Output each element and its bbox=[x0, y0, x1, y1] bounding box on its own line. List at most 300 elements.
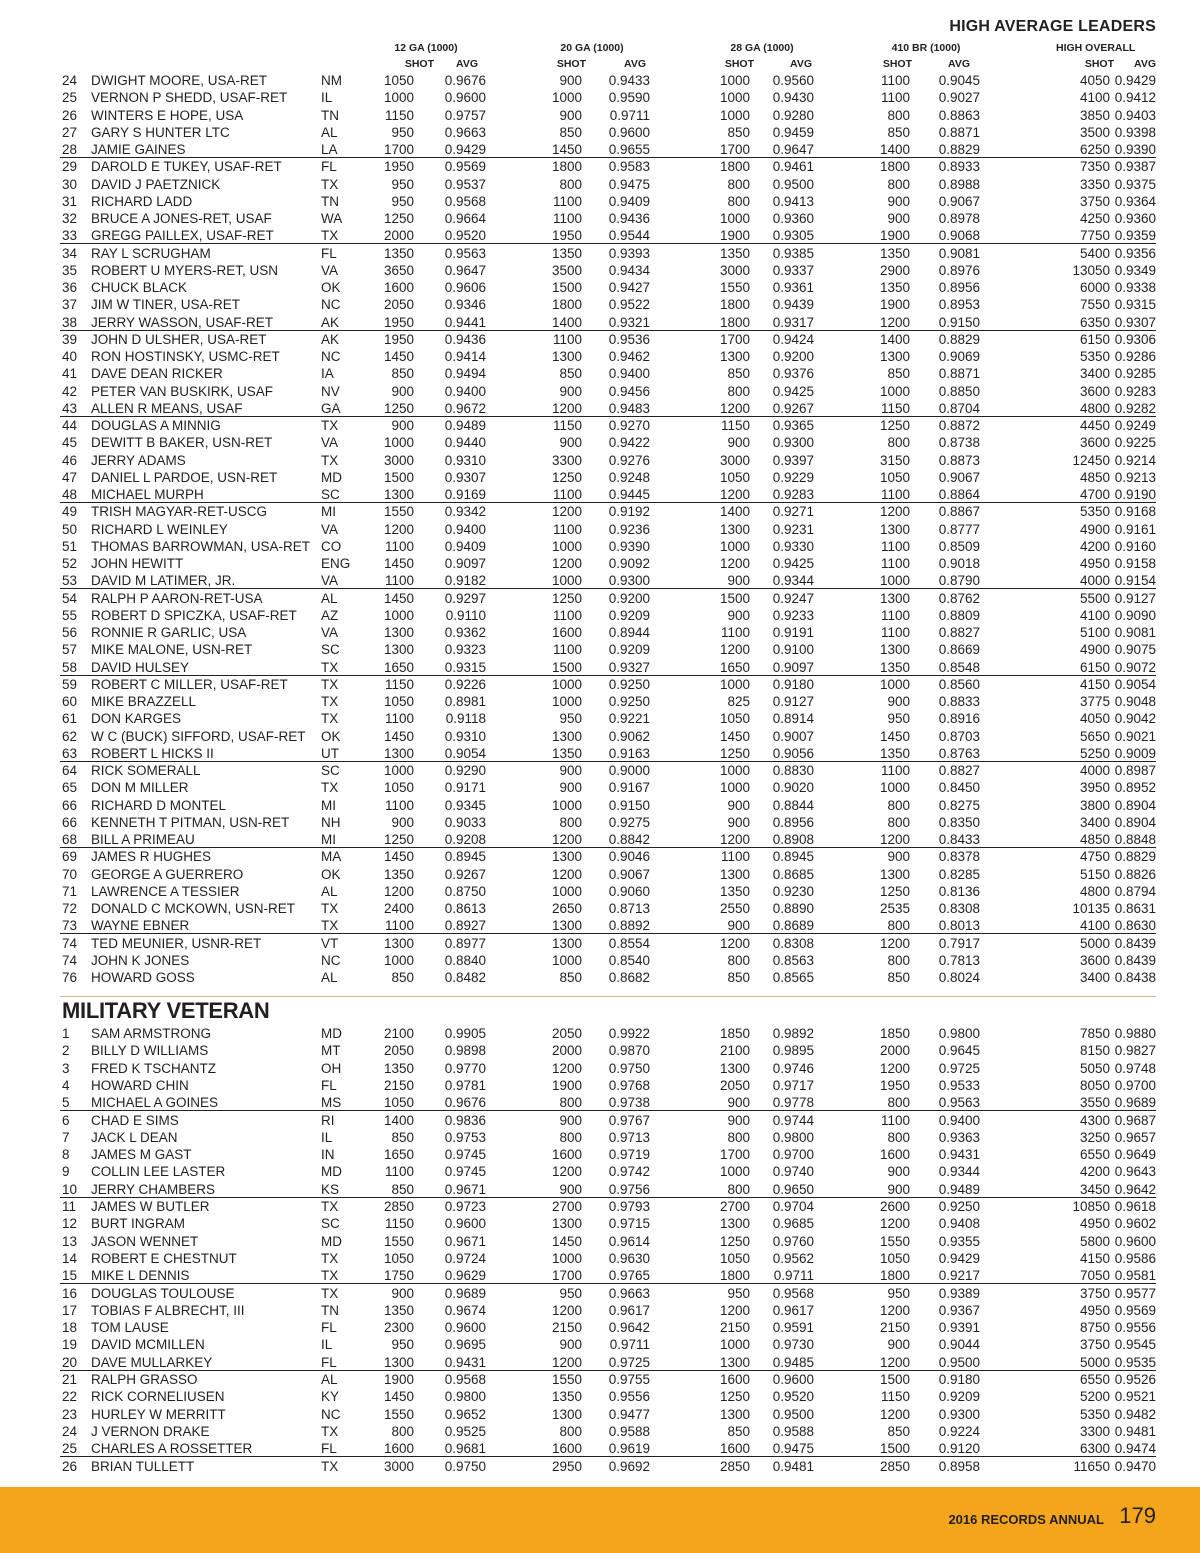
shot-overall-cell: 4150 bbox=[1079, 676, 1110, 692]
shot-overall-cell: 7550 bbox=[1079, 297, 1110, 313]
avg-410br-cell: 0.7813 bbox=[938, 952, 980, 968]
avg-410br-cell: 0.8024 bbox=[938, 970, 980, 985]
avg-overall-cell: 0.9285 bbox=[1114, 366, 1156, 382]
shot-410br-cell: 1100 bbox=[880, 763, 910, 778]
state-cell: CO bbox=[321, 538, 342, 554]
state-cell: AK bbox=[321, 331, 340, 347]
shot-overall-cell: 5150 bbox=[1079, 866, 1110, 882]
shot-410br-cell: 1200 bbox=[879, 314, 910, 330]
avg-overall-cell: 0.9075 bbox=[1114, 642, 1156, 658]
avg-overall-cell: 0.9306 bbox=[1114, 331, 1156, 347]
avg-28ga-cell: 0.8308 bbox=[772, 935, 814, 951]
shot-12ga-cell: 1050 bbox=[383, 780, 414, 796]
avg-20ga-cell: 0.9590 bbox=[608, 90, 650, 106]
shot-28ga-cell: 1800 bbox=[719, 1268, 750, 1284]
shot-28ga-cell: 1100 bbox=[720, 625, 750, 640]
shot-20ga-cell: 2650 bbox=[551, 901, 582, 916]
avg-overall-cell: 0.9161 bbox=[1114, 521, 1156, 537]
shot-410br-cell: 1100 bbox=[880, 1112, 910, 1128]
shot-overall-cell: 3600 bbox=[1079, 435, 1110, 451]
avg-12ga-cell: 0.9440 bbox=[444, 435, 486, 451]
avg-28ga-cell: 0.9200 bbox=[772, 349, 814, 364]
avg-410br-cell: 0.8829 bbox=[938, 331, 980, 347]
avg-28ga-cell: 0.9344 bbox=[772, 573, 814, 589]
shot-410br-cell: 1400 bbox=[879, 331, 910, 347]
avg-410br-cell: 0.8669 bbox=[938, 642, 980, 658]
rank-cell: 50 bbox=[62, 521, 78, 537]
column-group-28ga: 28 GA (1000) bbox=[730, 42, 794, 54]
shot-12ga-cell: 1100 bbox=[384, 711, 414, 727]
state-cell: MD bbox=[321, 1026, 342, 1041]
avg-20ga-cell: 0.9092 bbox=[608, 556, 650, 571]
shot-28ga-cell: 1800 bbox=[719, 159, 750, 175]
table-row bbox=[60, 900, 1156, 917]
shot-28ga-cell: 2050 bbox=[719, 1077, 750, 1093]
rank-cell: 29 bbox=[62, 159, 78, 175]
avg-410br-cell: 0.9217 bbox=[938, 1268, 980, 1284]
shot-20ga-cell: 1300 bbox=[551, 1216, 582, 1232]
avg-410br-cell: 0.8275 bbox=[938, 797, 980, 813]
shot-overall-cell: 4050 bbox=[1079, 73, 1110, 88]
shot-28ga-cell: 1000 bbox=[719, 90, 750, 106]
avg-12ga-cell: 0.9494 bbox=[444, 366, 486, 382]
avg-12ga-cell: 0.9671 bbox=[444, 1233, 486, 1249]
shot-12ga-cell: 1050 bbox=[383, 73, 414, 88]
avg-12ga-cell: 0.9724 bbox=[444, 1250, 486, 1266]
shot-410br-cell: 900 bbox=[887, 849, 910, 865]
state-cell: MI bbox=[321, 797, 336, 813]
shot-410br-cell: 1900 bbox=[879, 297, 910, 313]
avg-410br-cell: 0.9367 bbox=[938, 1302, 980, 1318]
avg-28ga-cell: 0.8890 bbox=[772, 901, 814, 916]
avg-12ga-cell: 0.9695 bbox=[444, 1337, 486, 1353]
shot-12ga-cell: 1300 bbox=[383, 1354, 414, 1370]
avg-28ga-cell: 0.9617 bbox=[772, 1302, 814, 1318]
rank-cell: 8 bbox=[62, 1147, 70, 1163]
state-cell: NC bbox=[321, 1406, 341, 1422]
avg-overall-cell: 0.9042 bbox=[1114, 711, 1156, 727]
avg-overall-cell: 0.8439 bbox=[1114, 935, 1156, 951]
avg-overall-cell: 0.8848 bbox=[1114, 832, 1156, 847]
avg-28ga-cell: 0.9650 bbox=[772, 1181, 814, 1197]
avg-410br-cell: 0.9209 bbox=[938, 1389, 980, 1405]
table-row bbox=[60, 866, 1156, 883]
avg-28ga-cell: 0.8844 bbox=[772, 797, 814, 813]
name-cell: RICK CORNELIUSEN bbox=[91, 1389, 225, 1405]
state-cell: TX bbox=[321, 1199, 339, 1214]
avg-28ga-cell: 0.9562 bbox=[772, 1250, 814, 1266]
shot-28ga-cell: 1650 bbox=[719, 659, 750, 675]
table-row bbox=[60, 331, 1156, 348]
avg-12ga-cell: 0.9647 bbox=[444, 262, 486, 278]
state-cell: VA bbox=[321, 521, 339, 537]
avg-410br-cell: 0.9150 bbox=[938, 314, 980, 330]
rank-cell: 46 bbox=[62, 452, 78, 468]
shot-20ga-cell: 1000 bbox=[551, 694, 582, 709]
avg-28ga-cell: 0.8914 bbox=[772, 711, 814, 727]
shot-20ga-cell: 1300 bbox=[551, 935, 582, 951]
table-row bbox=[60, 1406, 1156, 1423]
shot-20ga-cell: 800 bbox=[559, 1423, 582, 1439]
table-row bbox=[60, 383, 1156, 400]
shot-overall-cell: 4000 bbox=[1079, 763, 1110, 778]
avg-overall-cell: 0.9700 bbox=[1114, 1077, 1156, 1093]
avg-overall-cell: 0.9282 bbox=[1114, 400, 1156, 416]
avg-410br-cell: 0.8763 bbox=[938, 745, 980, 761]
avg-28ga-cell: 0.9365 bbox=[772, 418, 814, 433]
name-cell: JOHN D ULSHER, USA-RET bbox=[91, 331, 267, 347]
avg-410br-cell: 0.9081 bbox=[938, 245, 980, 261]
shot-header: SHOT bbox=[882, 58, 912, 70]
shot-20ga-cell: 1000 bbox=[551, 797, 582, 813]
shot-overall-cell: 5100 bbox=[1079, 625, 1110, 640]
shot-28ga-cell: 850 bbox=[727, 1423, 750, 1439]
shot-12ga-cell: 1000 bbox=[383, 90, 414, 106]
shot-12ga-cell: 1200 bbox=[383, 883, 414, 899]
avg-20ga-cell: 0.9046 bbox=[608, 849, 650, 865]
shot-410br-cell: 1200 bbox=[879, 504, 910, 520]
shot-20ga-cell: 2050 bbox=[551, 1026, 582, 1041]
avg-28ga-cell: 0.9485 bbox=[772, 1354, 814, 1370]
shot-overall-cell: 3600 bbox=[1079, 952, 1110, 968]
avg-overall-cell: 0.9154 bbox=[1114, 573, 1156, 589]
avg-overall-cell: 0.9577 bbox=[1114, 1285, 1156, 1301]
avg-28ga-cell: 0.9267 bbox=[772, 400, 814, 416]
table-row bbox=[60, 1077, 1156, 1094]
name-cell: DWIGHT MOORE, USA-RET bbox=[91, 73, 268, 88]
shot-overall-cell: 3250 bbox=[1079, 1129, 1110, 1145]
shot-overall-cell: 5800 bbox=[1079, 1233, 1110, 1249]
shot-20ga-cell: 2150 bbox=[551, 1320, 582, 1336]
shot-20ga-cell: 900 bbox=[559, 107, 582, 123]
avg-overall-cell: 0.9387 bbox=[1114, 159, 1156, 175]
avg-28ga-cell: 0.9271 bbox=[772, 504, 814, 520]
name-cell: FRED K TSCHANTZ bbox=[91, 1060, 217, 1076]
name-cell: MIKE BRAZZELL bbox=[91, 694, 197, 709]
shot-20ga-cell: 850 bbox=[559, 366, 582, 382]
rank-cell: 9 bbox=[62, 1164, 70, 1180]
avg-410br-cell: 0.9429 bbox=[938, 1250, 980, 1266]
shot-overall-cell: 3950 bbox=[1079, 780, 1110, 796]
avg-12ga-cell: 0.9800 bbox=[444, 1389, 486, 1405]
name-cell: DON M MILLER bbox=[91, 780, 189, 796]
name-cell: RICK SOMERALL bbox=[91, 763, 201, 778]
avg-410br-cell: 0.8850 bbox=[938, 383, 980, 399]
shot-12ga-cell: 1450 bbox=[383, 349, 414, 364]
avg-410br-cell: 0.9400 bbox=[938, 1112, 980, 1128]
avg-12ga-cell: 0.9342 bbox=[444, 504, 486, 520]
table-row bbox=[60, 1094, 1156, 1111]
shot-20ga-cell: 2950 bbox=[551, 1458, 582, 1474]
avg-20ga-cell: 0.9711 bbox=[609, 107, 650, 123]
section-title: MILITARY VETERAN bbox=[62, 998, 270, 1023]
table-row bbox=[60, 1042, 1156, 1059]
shot-410br-cell: 1000 bbox=[879, 573, 910, 589]
table-row bbox=[60, 434, 1156, 451]
name-cell: DOUGLAS A MINNIG bbox=[91, 418, 221, 433]
shot-28ga-cell: 1600 bbox=[719, 1441, 750, 1457]
shot-20ga-cell: 1100 bbox=[552, 331, 582, 347]
avg-20ga-cell: 0.9756 bbox=[608, 1181, 650, 1197]
state-cell: NC bbox=[321, 349, 341, 364]
name-cell: TOBIAS F ALBRECHT, III bbox=[91, 1302, 245, 1318]
shot-20ga-cell: 1000 bbox=[551, 952, 582, 968]
shot-overall-cell: 4250 bbox=[1079, 211, 1110, 226]
shot-12ga-cell: 1650 bbox=[383, 1147, 414, 1163]
shot-12ga-cell: 1450 bbox=[383, 556, 414, 571]
avg-28ga-cell: 0.9305 bbox=[772, 228, 814, 244]
shot-12ga-cell: 1150 bbox=[384, 1216, 414, 1232]
avg-28ga-cell: 0.9229 bbox=[772, 469, 814, 485]
shot-28ga-cell: 850 bbox=[727, 124, 750, 140]
avg-410br-cell: 0.9069 bbox=[938, 349, 980, 364]
name-cell: MIKE MALONE, USN-RET bbox=[91, 642, 253, 658]
shot-12ga-cell: 2050 bbox=[383, 297, 414, 313]
avg-410br-cell: 0.8956 bbox=[938, 280, 980, 295]
column-group-20ga: 20 GA (1000) bbox=[560, 42, 624, 54]
shot-410br-cell: 1100 bbox=[880, 90, 910, 106]
avg-28ga-cell: 0.8830 bbox=[772, 763, 814, 778]
rank-cell: 66 bbox=[62, 797, 78, 813]
shot-410br-cell: 800 bbox=[887, 814, 910, 830]
shot-410br-cell: 1050 bbox=[879, 469, 910, 485]
shot-20ga-cell: 1200 bbox=[551, 556, 582, 571]
footer-page-number: 179 bbox=[1119, 1503, 1156, 1528]
table-row bbox=[60, 107, 1156, 124]
avg-12ga-cell: 0.9674 bbox=[444, 1302, 486, 1318]
shot-20ga-cell: 1200 bbox=[551, 504, 582, 520]
rank-cell: 17 bbox=[62, 1302, 78, 1318]
name-cell: TRISH MAGYAR-RET-USCG bbox=[91, 504, 268, 520]
shot-28ga-cell: 800 bbox=[727, 1181, 750, 1197]
shot-28ga-cell: 1100 bbox=[720, 849, 750, 865]
avg-410br-cell: 0.9489 bbox=[938, 1181, 980, 1197]
shot-410br-cell: 1800 bbox=[879, 159, 910, 175]
table-row bbox=[60, 262, 1156, 279]
shot-20ga-cell: 1300 bbox=[551, 1406, 582, 1422]
avg-410br-cell: 0.8872 bbox=[938, 418, 980, 433]
shot-overall-cell: 11650 bbox=[1073, 1458, 1110, 1474]
shot-28ga-cell: 800 bbox=[727, 176, 750, 192]
shot-28ga-cell: 1000 bbox=[719, 763, 750, 778]
state-cell: AL bbox=[321, 970, 338, 985]
name-cell: RONNIE R GARLIC, USA bbox=[91, 625, 247, 640]
avg-20ga-cell: 0.9250 bbox=[608, 694, 650, 709]
avg-28ga-cell: 0.9425 bbox=[772, 556, 814, 571]
avg-410br-cell: 0.8988 bbox=[938, 176, 980, 192]
shot-28ga-cell: 1900 bbox=[719, 228, 750, 244]
state-cell: SC bbox=[321, 1216, 340, 1232]
avg-20ga-cell: 0.8554 bbox=[608, 935, 650, 951]
shot-12ga-cell: 850 bbox=[391, 366, 414, 382]
shot-410br-cell: 1200 bbox=[879, 1216, 910, 1232]
avg-20ga-cell: 0.8944 bbox=[608, 625, 650, 640]
state-cell: TX bbox=[321, 176, 339, 192]
shot-410br-cell: 2900 bbox=[879, 262, 910, 278]
avg-12ga-cell: 0.9745 bbox=[444, 1147, 486, 1163]
rank-cell: 10 bbox=[62, 1181, 78, 1197]
avg-28ga-cell: 0.9778 bbox=[772, 1095, 814, 1111]
state-cell: MD bbox=[321, 1164, 342, 1180]
avg-overall-cell: 0.9526 bbox=[1114, 1372, 1156, 1387]
avg-overall-cell: 0.9481 bbox=[1114, 1423, 1156, 1439]
table-row bbox=[60, 1181, 1156, 1198]
avg-12ga-cell: 0.9569 bbox=[444, 159, 486, 175]
table-row bbox=[60, 141, 1156, 158]
avg-28ga-cell: 0.9685 bbox=[772, 1216, 814, 1232]
shot-28ga-cell: 1000 bbox=[719, 538, 750, 554]
shot-28ga-cell: 1300 bbox=[719, 1354, 750, 1370]
avg-20ga-cell: 0.9192 bbox=[608, 504, 650, 520]
table-row bbox=[60, 745, 1156, 762]
shot-410br-cell: 1300 bbox=[879, 521, 910, 537]
avg-overall-cell: 0.9225 bbox=[1114, 435, 1156, 451]
rank-cell: 34 bbox=[62, 245, 78, 261]
shot-20ga-cell: 900 bbox=[559, 435, 582, 451]
table-row bbox=[60, 572, 1156, 589]
avg-410br-cell: 0.9044 bbox=[938, 1337, 980, 1353]
table-row bbox=[60, 814, 1156, 831]
table-row bbox=[60, 1423, 1156, 1440]
shot-28ga-cell: 900 bbox=[727, 814, 750, 830]
shot-12ga-cell: 1350 bbox=[383, 1060, 414, 1076]
avg-20ga-cell: 0.9742 bbox=[608, 1164, 650, 1180]
state-cell: MA bbox=[321, 849, 342, 865]
shot-12ga-cell: 900 bbox=[391, 814, 414, 830]
shot-410br-cell: 800 bbox=[887, 952, 910, 968]
name-cell: GREGG PAILLEX, USAF-RET bbox=[91, 228, 274, 244]
shot-12ga-cell: 1700 bbox=[383, 142, 414, 157]
shot-12ga-cell: 3650 bbox=[383, 262, 414, 278]
avg-410br-cell: 0.9389 bbox=[938, 1285, 980, 1301]
shot-overall-cell: 3850 bbox=[1079, 107, 1110, 123]
name-cell: HOWARD GOSS bbox=[91, 970, 195, 985]
avg-overall-cell: 0.9160 bbox=[1114, 538, 1156, 554]
state-cell: FL bbox=[321, 245, 337, 261]
shot-28ga-cell: 1000 bbox=[719, 1337, 750, 1353]
avg-12ga-cell: 0.9600 bbox=[444, 1320, 486, 1336]
avg-20ga-cell: 0.9922 bbox=[608, 1026, 650, 1041]
avg-410br-cell: 0.8350 bbox=[938, 814, 980, 830]
state-cell: FL bbox=[321, 1354, 337, 1370]
avg-410br-cell: 0.9355 bbox=[938, 1233, 980, 1249]
avg-overall-cell: 0.9535 bbox=[1114, 1354, 1156, 1370]
shot-20ga-cell: 1450 bbox=[551, 142, 582, 157]
avg-28ga-cell: 0.9711 bbox=[773, 1268, 814, 1284]
avg-20ga-cell: 0.9600 bbox=[608, 124, 650, 140]
avg-410br-cell: 0.8548 bbox=[938, 659, 980, 675]
state-cell: TN bbox=[321, 1302, 339, 1318]
avg-410br-cell: 0.9500 bbox=[938, 1354, 980, 1370]
table-row bbox=[60, 1388, 1156, 1405]
shot-20ga-cell: 1600 bbox=[551, 1441, 582, 1457]
avg-28ga-cell: 0.9475 bbox=[772, 1441, 814, 1457]
table-row bbox=[60, 210, 1156, 227]
shot-12ga-cell: 1250 bbox=[383, 211, 414, 226]
table-row bbox=[60, 590, 1156, 607]
name-cell: DAROLD E TUKEY, USAF-RET bbox=[91, 159, 282, 175]
avg-410br-cell: 0.8560 bbox=[938, 676, 980, 692]
table-row bbox=[60, 917, 1156, 934]
section-divider bbox=[60, 996, 1156, 997]
shot-20ga-cell: 1300 bbox=[551, 849, 582, 865]
avg-20ga-cell: 0.9725 bbox=[608, 1354, 650, 1370]
shot-12ga-cell: 1600 bbox=[383, 280, 414, 295]
name-cell: PETER VAN BUSKIRK, USAF bbox=[91, 383, 274, 399]
avg-410br-cell: 0.9533 bbox=[938, 1077, 980, 1093]
shot-overall-cell: 6350 bbox=[1079, 314, 1110, 330]
shot-20ga-cell: 1100 bbox=[552, 521, 582, 537]
rank-cell: 22 bbox=[62, 1389, 78, 1405]
avg-overall-cell: 0.9158 bbox=[1114, 556, 1156, 571]
shot-header: SHOT bbox=[724, 58, 754, 70]
name-cell: BRIAN TULLETT bbox=[91, 1458, 195, 1474]
avg-12ga-cell: 0.9489 bbox=[444, 418, 486, 433]
shot-28ga-cell: 1600 bbox=[719, 1372, 750, 1387]
avg-20ga-cell: 0.9276 bbox=[608, 452, 650, 468]
shot-410br-cell: 2600 bbox=[879, 1199, 910, 1214]
shot-410br-cell: 1150 bbox=[880, 400, 910, 416]
shot-overall-cell: 5400 bbox=[1079, 245, 1110, 261]
avg-20ga-cell: 0.9750 bbox=[608, 1060, 650, 1076]
avg-20ga-cell: 0.9327 bbox=[608, 659, 650, 675]
name-cell: BILL A PRIMEAU bbox=[91, 832, 195, 847]
state-cell: NM bbox=[321, 73, 342, 88]
rank-cell: 33 bbox=[62, 228, 78, 244]
rank-cell: 70 bbox=[62, 866, 78, 882]
shot-12ga-cell: 1100 bbox=[384, 538, 414, 554]
shot-410br-cell: 950 bbox=[887, 711, 910, 727]
avg-overall-cell: 0.9470 bbox=[1114, 1458, 1156, 1474]
shot-28ga-cell: 850 bbox=[727, 970, 750, 985]
avg-overall-cell: 0.9569 bbox=[1114, 1302, 1156, 1318]
avg-28ga-cell: 0.9600 bbox=[772, 1372, 814, 1387]
shot-overall-cell: 4200 bbox=[1079, 1164, 1110, 1180]
shot-12ga-cell: 2300 bbox=[383, 1320, 414, 1336]
shot-28ga-cell: 1250 bbox=[719, 745, 750, 761]
avg-410br-cell: 0.9068 bbox=[938, 228, 980, 244]
shot-20ga-cell: 1200 bbox=[551, 832, 582, 847]
shot-12ga-cell: 850 bbox=[391, 1129, 414, 1145]
avg-20ga-cell: 0.9583 bbox=[608, 159, 650, 175]
avg-12ga-cell: 0.9362 bbox=[444, 625, 486, 640]
column-subheaders bbox=[0, 58, 1200, 72]
rank-cell: 5 bbox=[62, 1095, 70, 1111]
avg-28ga-cell: 0.8945 bbox=[772, 849, 814, 865]
shot-12ga-cell: 2100 bbox=[383, 1026, 414, 1041]
avg-410br-cell: 0.8827 bbox=[938, 625, 980, 640]
avg-20ga-cell: 0.9250 bbox=[608, 676, 650, 692]
table-row bbox=[60, 452, 1156, 469]
avg-overall-cell: 0.9359 bbox=[1114, 228, 1156, 244]
footer-band bbox=[0, 1487, 1200, 1553]
state-cell: KY bbox=[321, 1389, 340, 1405]
avg-28ga-cell: 0.8563 bbox=[772, 952, 814, 968]
rank-cell: 72 bbox=[62, 901, 78, 916]
state-cell: TX bbox=[321, 1250, 339, 1266]
rank-cell: 55 bbox=[62, 607, 78, 623]
avg-12ga-cell: 0.9757 bbox=[444, 107, 486, 123]
table-row bbox=[60, 296, 1156, 313]
avg-12ga-cell: 0.9676 bbox=[444, 1095, 486, 1111]
rank-cell: 49 bbox=[62, 504, 78, 520]
avg-28ga-cell: 0.9280 bbox=[772, 107, 814, 123]
shot-410br-cell: 1200 bbox=[879, 1406, 910, 1422]
rank-cell: 23 bbox=[62, 1406, 78, 1422]
name-cell: CHAD E SIMS bbox=[91, 1112, 179, 1128]
column-group-high-overall: HIGH OVERALL bbox=[1056, 42, 1136, 54]
shot-20ga-cell: 800 bbox=[559, 176, 582, 192]
